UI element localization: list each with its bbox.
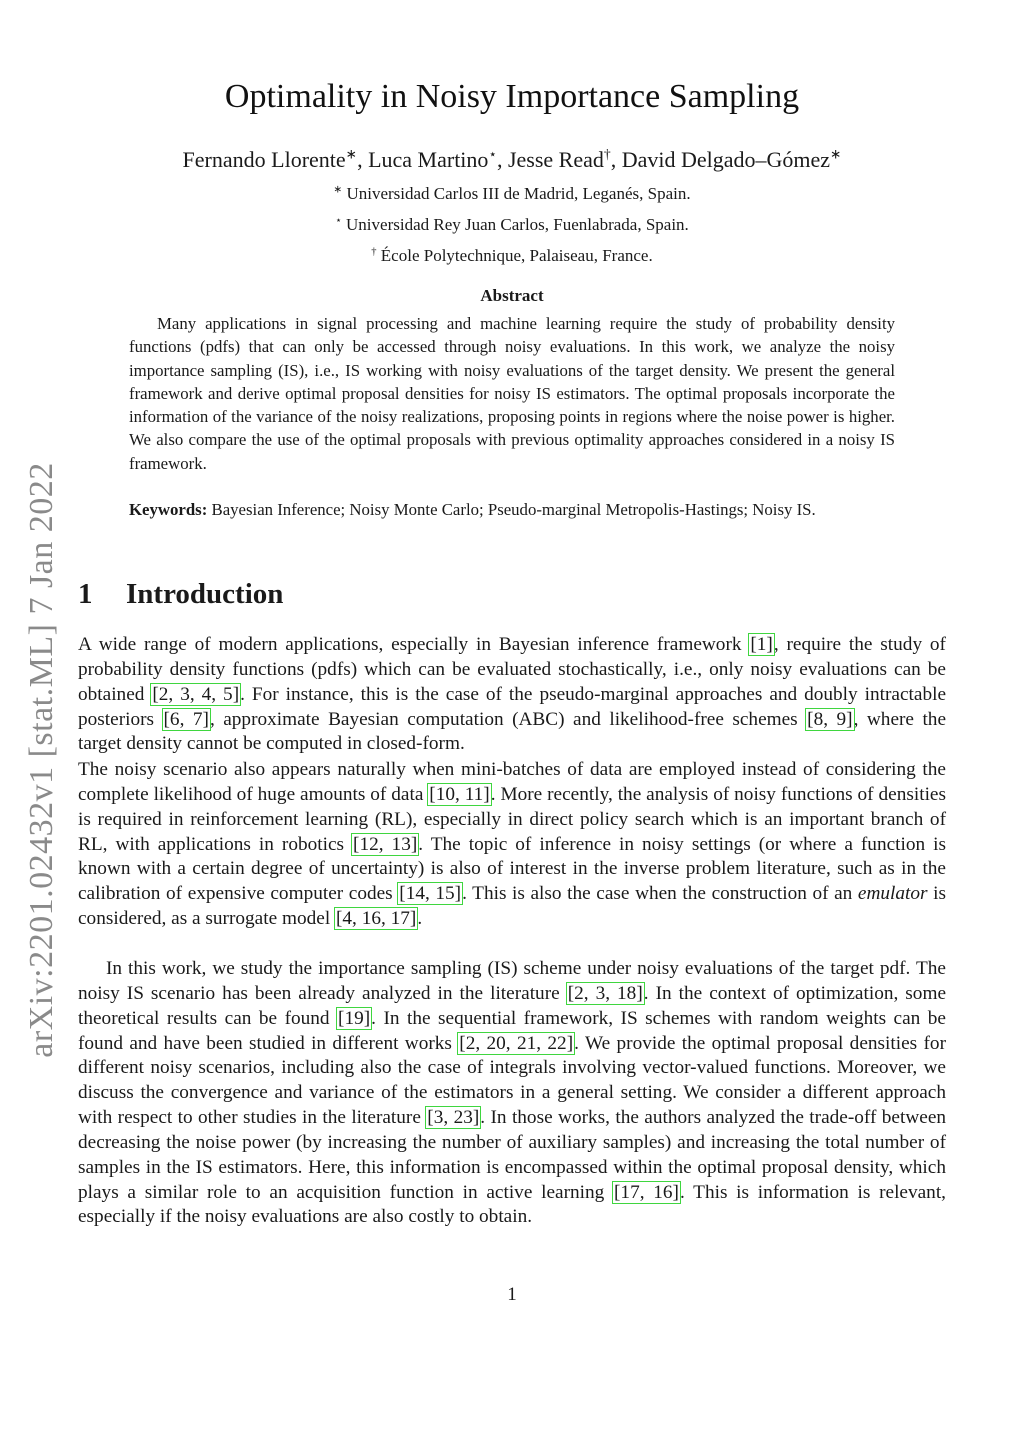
citation-link[interactable]: [4, 16, 17] [336, 908, 417, 930]
text-run: . For instance, this is the case of the pseudo-marginal approaches and doubly intractable posteriors [78, 683, 947, 730]
citation-link[interactable]: [12, 13] [353, 833, 418, 855]
author-mark: ∗ [345, 146, 358, 162]
section-heading [78, 578, 283, 611]
citation-link[interactable]: [1] [750, 634, 773, 655]
keywords-text: Bayesian Inference; Noisy Monte Carlo; Pseudo-marginal Metropolis-Hastings; Noisy IS. [211, 500, 816, 519]
citation-link[interactable]: [19] [338, 1007, 371, 1029]
affiliation-mark: † [371, 246, 377, 258]
text-run: . This is also the case when the construction of an [462, 883, 858, 905]
text-run: . This is information is relevant, especially if the noisy evaluations are also costly to obtain. [78, 1181, 946, 1228]
text-run: In this work, we study the importance sampling (IS) scheme under noisy evaluations of the target pdf. The noisy IS scenario has been already analyzed in the literature [78, 958, 946, 1004]
affiliation [0, 215, 1024, 235]
abstract-heading: Abstract [480, 286, 544, 305]
text-run: . The topic of inference in noisy settings (or where a function is known with a certain degree of uncertainty) is also of interest in the inverse problem literature, such as in the calibration of expensive computer codes [78, 833, 947, 905]
arxiv-id-text: arXiv:2201.02432v1 [stat.ML] 7 Jan 2022 [23, 462, 60, 1058]
text-run: . In the sequential framework, IS schemes with random weights can be found and have been studied in different works [78, 1007, 946, 1054]
text-run: , approximate Bayesian computation (ABC) and likelihood-free schemes [209, 708, 807, 730]
paragraph-2 [78, 758, 946, 932]
author-list: Fernando Llorente∗, Luca Martino⋆, Jesse Read†, David Delgado–Gómez∗ [182, 146, 842, 172]
affiliation-text: École Polytechnique, Palaiseau, France. [380, 246, 653, 265]
author-mark: ∗ [830, 146, 842, 162]
paragraph-3 [78, 957, 946, 1230]
abstract-body: Many applications in signal processing and machine learning require the study of probability density functions (pdfs) that can only be accessed through noisy evaluations. In this work, we analyze the noisy importance sampling (IS), i.e., IS working with noisy evaluations of the target density. We present the general framework and derive optimal proposal densities for noisy IS estimators. The optimal proposals incorporate the information of the variance of the noisy realizations, proposing points in regions where the noise power is higher. We also compare the use of the optimal proposals with previous optimality approaches considered in a noisy IS framework. [129, 314, 895, 473]
text-run: . In those works, the authors analyzed the trade-off between decreasing the noise power (by increasing the number of auxiliary samples) and increasing the total number of samples in the IS estimators. Here, this information is encompassed within the optimal proposal density, which plays a similar role to an acquisition function in active learning [78, 1107, 947, 1203]
citation-link[interactable]: [2, 20, 21, 22] [459, 1032, 574, 1054]
author-mark: † [603, 146, 611, 162]
text-run: . More recently, the analysis of noisy functions of densities is required in reinforcement learning (RL), especially in direct policy search which is an important branch of RL, with applications in robotics [78, 783, 946, 855]
citation-link[interactable]: [3, 23] [427, 1107, 480, 1129]
author-name: David Delgado–Gómez [621, 147, 831, 172]
author-mark: ⋆ [488, 146, 497, 162]
section-number: 1 [78, 578, 93, 610]
citation-link[interactable]: [14, 15] [399, 883, 462, 905]
text-run: , where the target density cannot be computed in closed-form. [78, 708, 947, 755]
paragraph-1 [78, 633, 946, 757]
author-name: Fernando Llorente [182, 147, 346, 172]
citation-link[interactable]: [6, 7] [163, 708, 209, 730]
text-run: is considered, as a surrogate model [78, 883, 946, 930]
citation-link[interactable]: [8, 9] [807, 708, 853, 730]
section-title: Introduction [126, 578, 284, 610]
text-run: The noisy scenario also appears naturally when mini-batches of data are employed instead of considering the complete likelihood of huge amounts of data [78, 759, 946, 805]
text-run: , require the study of probability density functions (pdfs) which can be evaluated stochastically, i.e., only noisy evaluations can be obtained [78, 634, 946, 705]
author-name: Luca Martino [368, 147, 489, 172]
citation-link[interactable]: [17, 16] [614, 1181, 679, 1203]
affiliation [0, 246, 1024, 266]
text-run: . In the context of optimization, some theoretical results can be found [78, 982, 947, 1029]
text-run: . We provide the optimal proposal densities for different noisy scenarios, including also the case of integrals involving vector-valued functions. Moreover, we discuss the convergence and variance of the estimators in a general setting. We consider a different approach with respect to other studies in the literature [78, 1032, 946, 1129]
author-name: Jesse Read [507, 147, 604, 172]
text-run: A wide range of modern applications, especially in Bayesian inference framework [78, 634, 750, 655]
arxiv-identifier [14, 460, 70, 1060]
text-run: . [417, 908, 423, 930]
affiliation-text: Universidad Carlos III de Madrid, Leganés, Spain. [346, 184, 691, 203]
citation-link[interactable]: [2, 3, 4, 5] [152, 683, 240, 705]
affiliation-mark: ∗ [333, 184, 343, 196]
citation-link[interactable]: [2, 3, 18] [567, 982, 643, 1004]
affiliation-text: Universidad Rey Juan Carlos, Fuenlabrada, Spain. [346, 215, 689, 234]
affiliation-mark: ⋆ [335, 215, 342, 227]
keywords [129, 498, 895, 521]
keywords-label: Keywords: [129, 500, 208, 519]
emphasis-term: emulator [857, 883, 928, 905]
citation-link[interactable]: [10, 11] [429, 783, 490, 805]
paper-title: Optimality in Noisy Importance Sampling [224, 78, 800, 115]
affiliation [0, 184, 1024, 204]
page-number: 1 [507, 1284, 517, 1305]
